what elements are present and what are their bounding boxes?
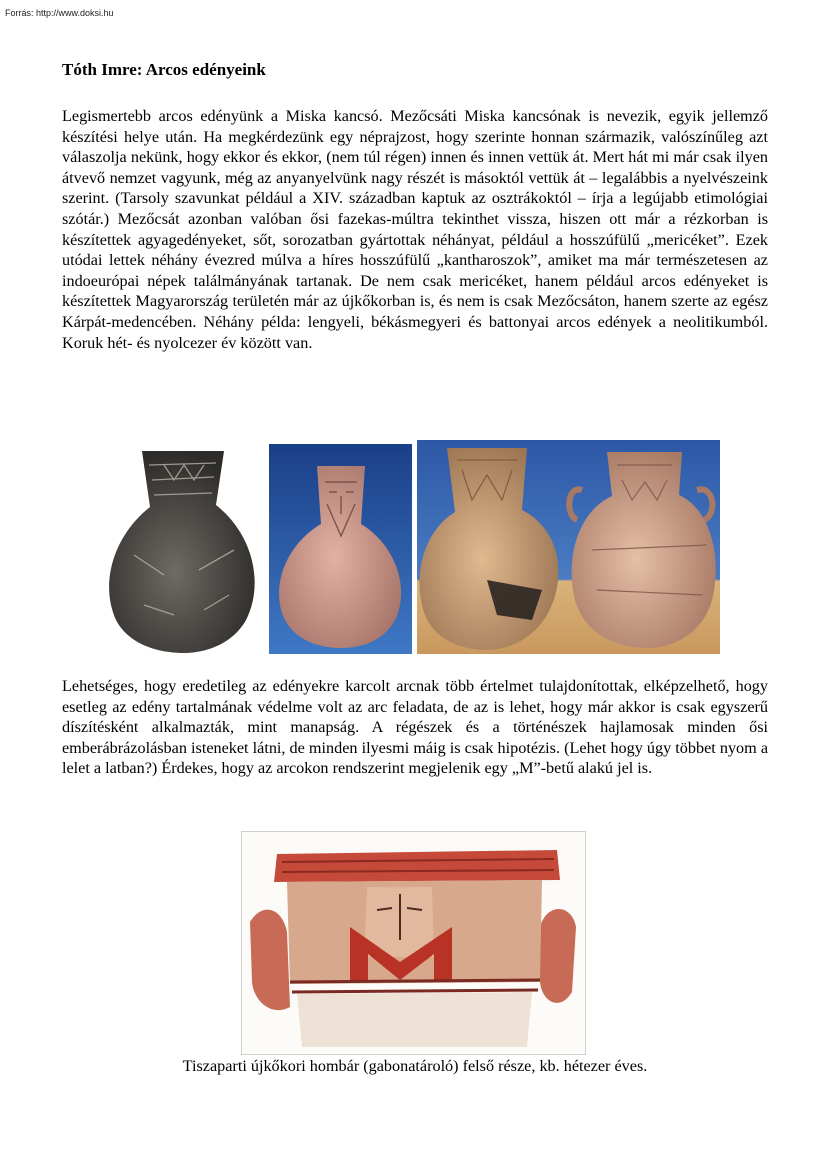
- page-title: Tóth Imre: Arcos edényeink: [62, 60, 266, 79]
- figure-caption: Tiszaparti újkőkori hombár (gabonatároló) felső része, kb. hétezer éves.: [182, 1057, 648, 1075]
- paragraph-interpretation: Lehetséges, hogy eredetileg az edényekre karcolt arcnak több értelmet tulajdonítottak, elképzelhető, hogy esetleg az edény tartalmának védelme volt az arc feladata, de az is lehet, hogy már akkor is csak egyszerű díszítésként alkalmazták, mint manapság. A régészek és a történészek hajlamosak minden ősi emberábrázolásban isteneket látni, de minden ilyesmi máig is csak hipotézis. (Lehet hogy úgy többet nyom a lelet a latban?) Érdekes, hogy az arcokon rendszerint megjelenik egy „M”-betű alakú jel is.: [62, 677, 768, 778]
- photo-pink-vessel: [269, 444, 412, 654]
- photo-two-vessels: [417, 440, 720, 654]
- photo-dark-vessel: [104, 445, 262, 655]
- paragraph-intro: Legismertebb arcos edényünk a Miska kancsó. Mezőcsáti Miska kancsónak is nevezik, egyik jellemző készítési helye után. Ha megkérdezünk egy néprajzost, hogy szerinte honnan származik, valószínűleg azt válaszolja nekünk, hogy ekkor és ekkor, (nem túl régen) innen és innen vettük át. Mert hát mi már csak ilyen átvevő nemzet vagyunk, még az anyanyelvünk nagy részét is másoktól vettük át – legalábbis a nyelvészeink szerint. (Tarsoly szavunkat például a XIV. században kaptuk az osztrákoktól – írja a legújabb etimológiai szótár.) Mezőcsát azonban valóban ősi fazekas-múltra tekinthet vissza, hiszen ott már a rézkorban is készítettek agyagedényeket, sőt, sorozatban gyártottak néhányat, például a hosszúfülű „mericéket”. Ezek utódai lettek néhány évezred múlva a híres hosszúfülű „kantharoszok”, amiket ma már természetesen az indoeurópai népek találmányának tartanak. De nem csak mericéket, hanem például arcos edényeket is készítettek Magyarország területén már az újkőkorban is, és nem is csak Mezőcsáton, hanem szerte az egész Kárpát-medencében. Néhány példa: lengyeli, békásmegyeri és battonyai arcos edények a neolitikumból. Koruk hét- és nyolcezer év között van.: [62, 107, 768, 352]
- drawing-storage-vessel: [241, 831, 586, 1055]
- source-url: Forrás: http://www.doksi.hu: [5, 8, 114, 18]
